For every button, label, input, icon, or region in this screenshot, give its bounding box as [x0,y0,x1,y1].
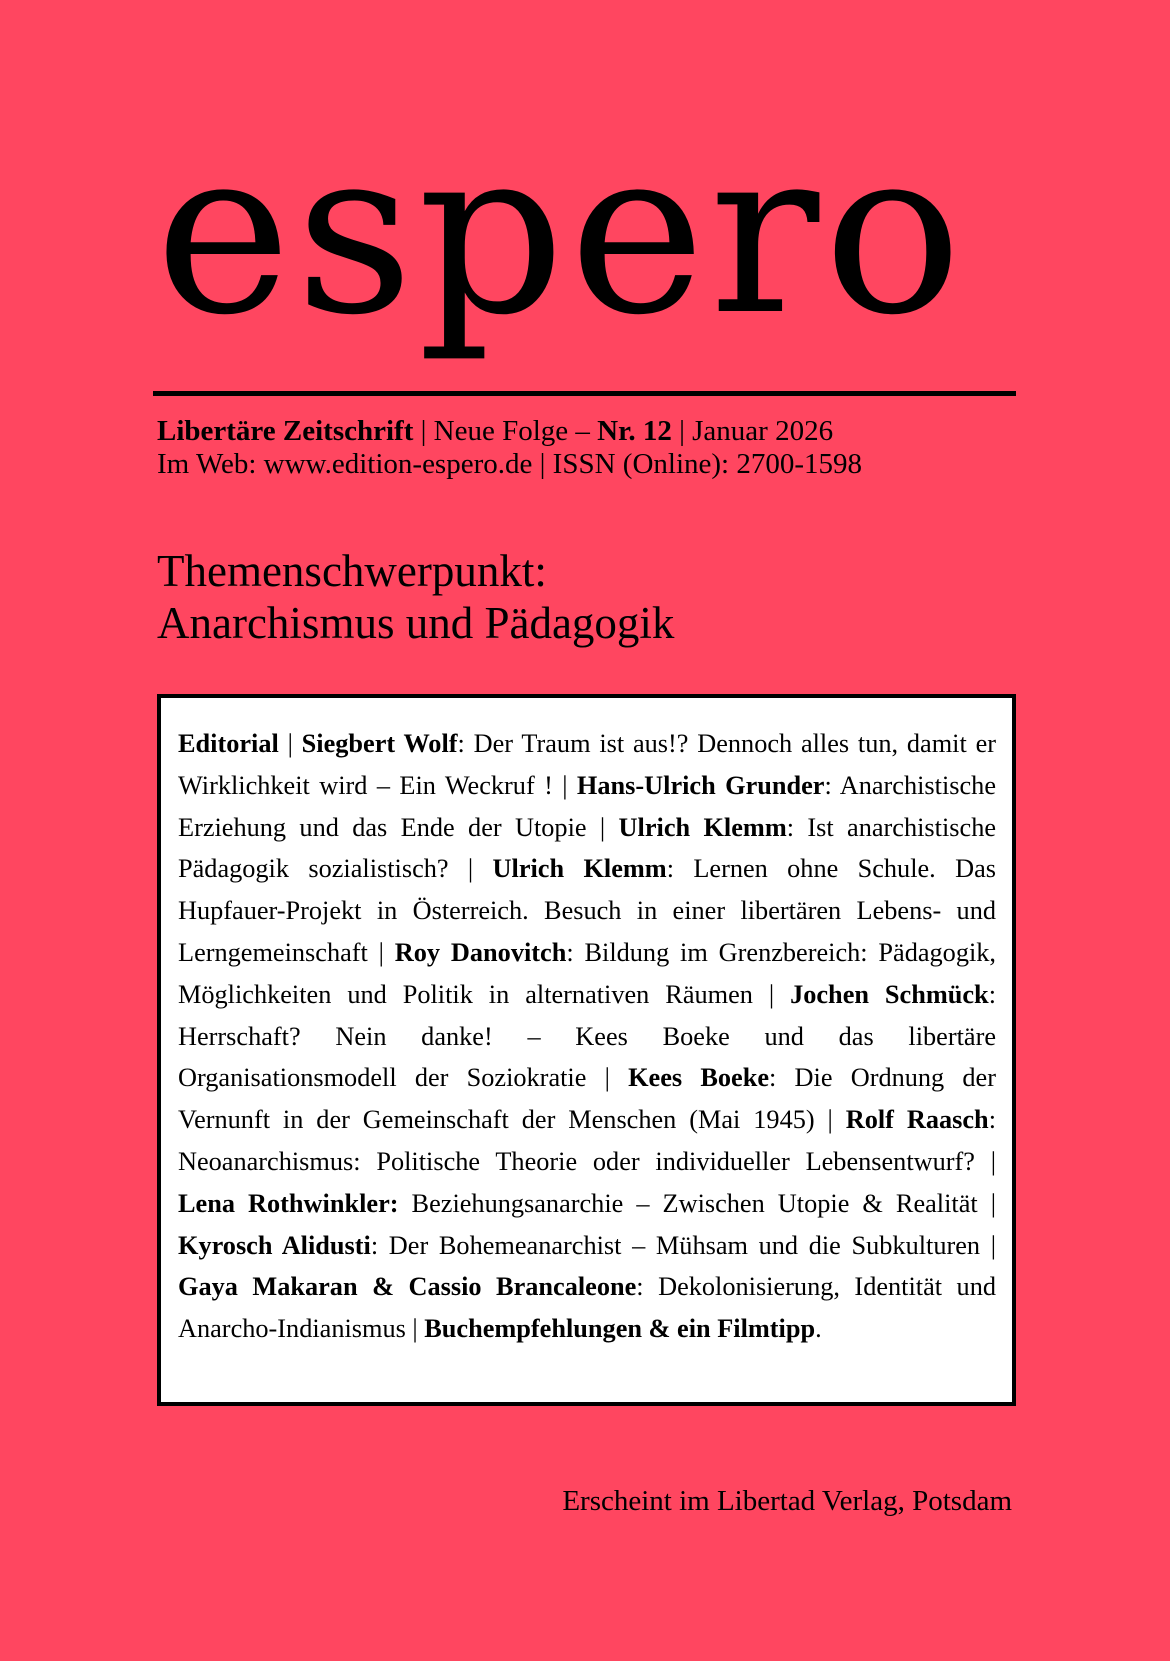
contents-entry: Ulrich Klemm [492,854,667,884]
contents-entry: | [278,729,302,758]
masthead-rule [153,391,1016,396]
issue-info-line-1 [157,415,1017,448]
contents-entry: : Ist anarchistische Pädagogik sozialistisch? | [178,812,997,884]
theme-label: Themenschwerpunkt: [157,546,547,596]
contents-entry: : Der Bohemeanarchist – Mühsam und die Subkulturen | [370,1230,996,1260]
contents-entry: Hans-Ulrich Grunder [576,770,825,800]
contents-entry: Gaya Makaran & Cassio Brancaleone [178,1272,637,1302]
contents-entry: Siegbert Wolf [301,729,458,758]
contents-entry: : Dekolonisierung, Identität und Anarcho-Indianismus | [178,1272,996,1344]
contents-entry: : Die Ordnung der Vernunft in der Gemeinschaft der Menschen (Mai 1945) | [178,1063,996,1135]
issue-date: | Januar 2026 [671,415,834,447]
contents-entry: : Lernen ohne Schule. Das Hupfauer-Projekt in Österreich. Besuch in einer libertären Lebens- und Lerngemeinschaft | [178,854,996,967]
contents-entry: Lena Rothwinkler: [178,1188,399,1218]
masthead-title: espero [155,99,967,365]
contents-entry: Beziehungsanarchie – Zwischen Utopie & Realität | [398,1188,996,1218]
contents-entry: . [815,1314,822,1344]
contents-entry: Roy Danovitch [394,937,567,967]
contents-entry: Buchempfehlungen & ein Filmtipp [424,1314,816,1344]
series-label: | Neue Folge – [413,415,598,447]
contents-entry: Kyrosch Alidusti [178,1230,371,1260]
theme-heading [157,545,1017,649]
issue-number: Nr. 12 [597,415,672,447]
contents-entry: : Der Traum ist aus!? Dennoch alles tun, damit er Wirklichkeit wird – Ein Weckruf ! | [178,729,997,800]
contents-box [157,694,1016,1406]
publisher-note: Erscheint im Libertad Verlag, Potsdam [562,1485,1012,1517]
issue-info [157,415,1017,481]
contents-entry: Jochen Schmück [790,979,989,1009]
theme-title: Anarchismus und Pädagogik [157,598,675,648]
contents-entry: Rolf Raasch [845,1105,989,1135]
contents-entry: Editorial [178,729,279,758]
journal-subtitle: Libertäre Zeitschrift [157,415,414,447]
contents-entry: : Herrschaft? Nein danke! – Kees Boeke und das libertäre Organisationsmodell der Soziokratie | [178,979,996,1093]
contents-entry: Kees Boeke [628,1063,769,1093]
contents-entry: : Bildung im Grenzbereich: Pädagogik, Möglichkeiten und Politik in alternativen Räumen | [178,937,996,1009]
web-issn-line: Im Web: www.edition-espero.de | ISSN (Online): 2700-1598 [157,448,862,480]
contents-entry: Ulrich Klemm [618,812,787,842]
contents-entry: : Neoanarchismus: Politische Theorie oder individueller Lebensentwurf? | [178,1105,996,1176]
contents-entry: : Anarchistische Erziehung und das Ende der Utopie | [178,770,996,842]
